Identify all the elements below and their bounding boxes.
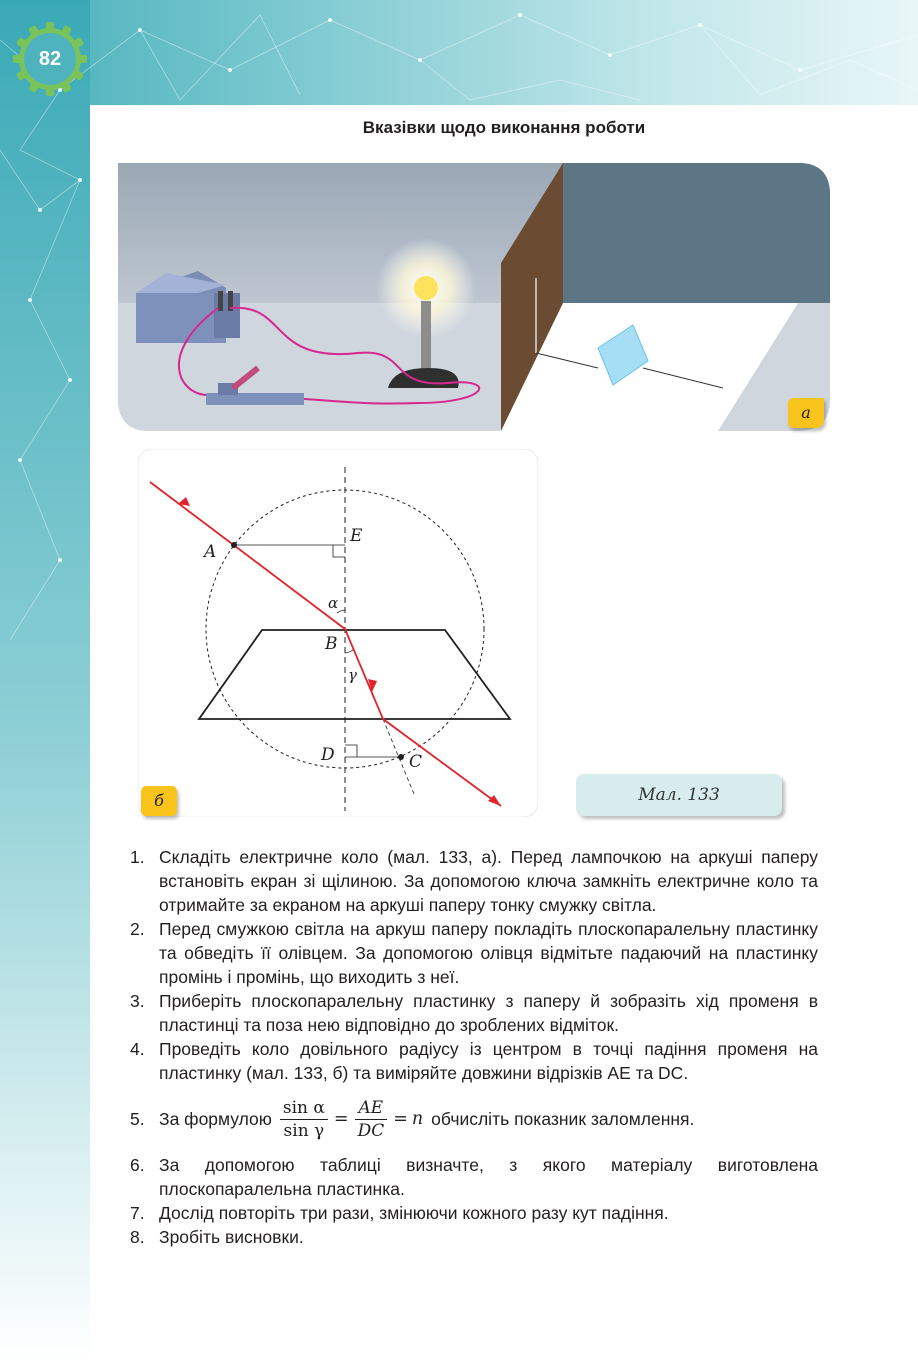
section-heading: Вказівки щодо виконання роботи: [362, 118, 646, 137]
point-b-label: B: [325, 634, 338, 654]
step-text: Проведіть коло довільного радіусу із центром в точці падіння променя на пластинку (мал. 133, б) та виміряйте довжини відрізків AE та DC.: [159, 1039, 818, 1083]
step-text: За допомогою таблиці визначте, з якого матеріалу виготовлена плоскопаралельна пластинка.: [159, 1155, 818, 1199]
figure-caption: Мал. 133: [576, 774, 782, 816]
list-item: 1. Складіть електричне коло (мал. 133, а). Перед лампочкою на аркуші паперу встановіть екран зі щілиною. За допомогою ключа замкніть електричне коло та отримайте за екраном на аркуші паперу тонку смужку світла.: [130, 847, 818, 915]
step-text: Дослід повторіть три рази, змінюючи кожного разу кут падіння.: [159, 1203, 669, 1223]
fraction-sines: $\frac{\text{sin α}}{\text{sin γ}}$: [280, 1097, 328, 1142]
figure-b-tag: б: [141, 786, 177, 816]
instruction-list: [130, 845, 818, 1249]
page-number: 82: [38, 48, 62, 70]
step-text: Складіть електричне коло (мал. 133, а). Перед лампочкою на аркуші паперу встановіть екран зі щілиною. За допомогою ключа замкніть електричне коло та отримайте за екраном на аркуші паперу тонку смужку світла.: [159, 847, 818, 915]
point-c-label: C: [409, 752, 423, 772]
angle-alpha-label: α: [328, 594, 339, 612]
step-text: Приберіть плоскопаралельну пластинку з паперу й зобразіть хід променя в пластинці та поза нею відповідно до зроблених відміток.: [159, 991, 818, 1035]
step-text: Зробіть висновки.: [159, 1227, 304, 1247]
formula-outro: обчисліть показник заломлення.: [431, 1109, 695, 1129]
formula-intro: За формулою: [159, 1109, 272, 1129]
list-item: 6. За допомогою таблиці визначте, з якого матеріалу виготовлена плоскопаралельна пластинка.: [130, 1155, 818, 1199]
page-number-badge: [11, 20, 89, 98]
fraction-segments: $\frac{AE}{DC}$: [355, 1097, 388, 1142]
list-item: 3. Приберіть плоскопаралельну пластинку з паперу й зобразіть хід променя в пластинці та поза нею відповідно до зроблених відміток.: [130, 991, 818, 1035]
list-item: 2. Перед смужкою світла на аркуш паперу покладіть плоскопаралельну пластинку та обведіть її олівцем. За допомогою олівця відмітьте падаючий на пластинку промінь і промінь, що виходить з неї.: [130, 919, 818, 987]
list-item: 7. Дослід повторіть три рази, змінюючи кожного разу кут падіння.: [130, 1203, 669, 1223]
angle-gamma-label: γ: [348, 666, 357, 684]
point-a-label: A: [204, 542, 217, 562]
figure-b-ray-diagram: [138, 449, 538, 817]
refractive-index-symbol: n: [411, 1109, 424, 1129]
figure-a-tag: а: [788, 398, 824, 428]
point-e-label: E: [350, 526, 363, 546]
list-item: 8. Зробіть висновки.: [130, 1227, 304, 1247]
list-item: 4. Проведіть коло довільного радіусу із центром в точці падіння променя на пластинку (мал. 133, б) та виміряйте довжини відрізків AE та DC.: [130, 1039, 818, 1083]
list-item-formula: 5. За формулою $\frac{\text{sin α}}{\text{sin γ}}$ = $\frac{AE}{DC}$ = n обчисліть показник заломлення.: [130, 1097, 695, 1141]
figure-a-apparatus: [118, 163, 830, 431]
point-d-label: D: [321, 745, 335, 765]
step-text: Перед смужкою світла на аркуш паперу покладіть плоскопаралельну пластинку та обведіть її олівцем. За допомогою олівця відмітьте падаючий на пластинку промінь і промінь, що виходить з неї.: [159, 919, 818, 987]
